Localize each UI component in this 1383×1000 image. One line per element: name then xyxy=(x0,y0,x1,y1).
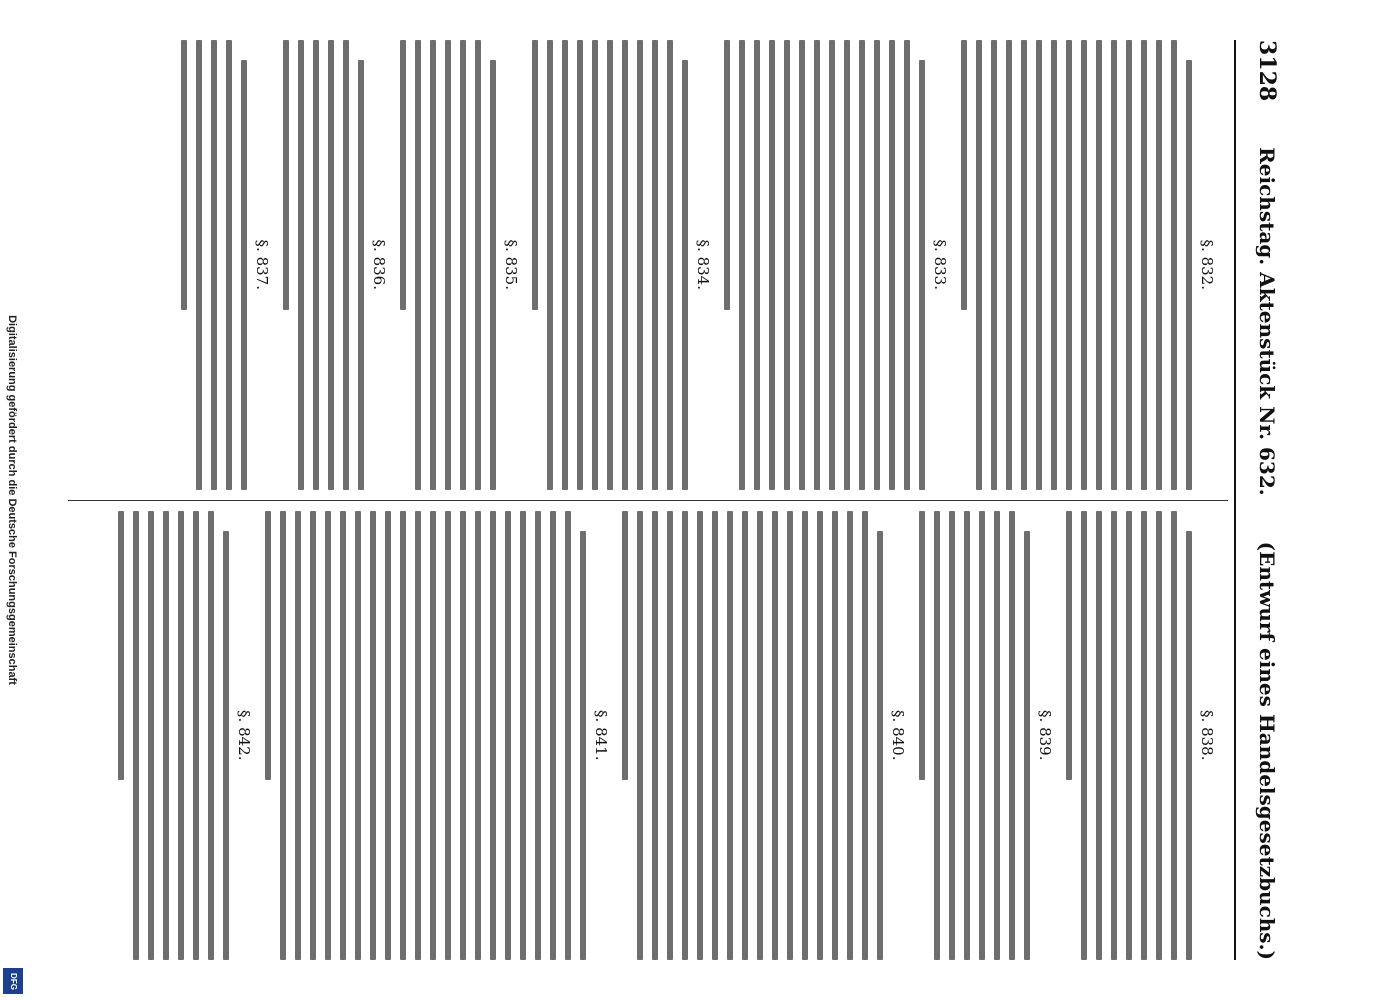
text-line xyxy=(1066,40,1072,490)
text-line xyxy=(460,40,466,490)
text-line xyxy=(328,40,334,490)
text-line xyxy=(979,511,985,961)
text-line xyxy=(298,40,304,490)
text-line xyxy=(178,511,184,961)
text-line xyxy=(313,40,319,490)
text-line xyxy=(445,40,451,490)
text-line xyxy=(727,511,733,961)
right-column xyxy=(68,511,1228,961)
header-left-title: Reichstag. Aktenstück Nr. 632. xyxy=(1255,147,1279,496)
digitization-note: Digitalisierung gefördert durch die Deutsche Forschungsgemeinschaft xyxy=(6,315,18,685)
text-line xyxy=(844,40,850,490)
text-line xyxy=(1156,40,1162,490)
text-line xyxy=(877,531,883,961)
text-line xyxy=(712,511,718,961)
text-line xyxy=(370,511,376,961)
text-line xyxy=(667,40,673,490)
rotated-page-content xyxy=(60,40,1280,960)
text-line xyxy=(532,40,538,310)
text-line xyxy=(1186,60,1192,490)
text-line xyxy=(562,40,568,490)
text-line xyxy=(1111,511,1117,961)
text-line xyxy=(460,511,466,961)
text-line xyxy=(889,40,895,490)
text-line xyxy=(754,40,760,490)
text-line xyxy=(1171,40,1177,490)
text-line xyxy=(208,511,214,961)
section-heading: §. 841. xyxy=(592,710,610,761)
text-line xyxy=(784,40,790,490)
section-heading: §. 833. xyxy=(931,239,949,290)
text-line xyxy=(949,511,955,961)
text-line xyxy=(802,511,808,961)
text-line xyxy=(994,511,1000,961)
text-line xyxy=(490,511,496,961)
text-line xyxy=(1141,40,1147,490)
text-line xyxy=(1186,531,1192,961)
text-line xyxy=(739,40,745,490)
text-line xyxy=(1156,511,1162,961)
text-line xyxy=(577,40,583,490)
section-heading: §. 835. xyxy=(502,239,520,290)
left-column xyxy=(68,40,1228,501)
text-line xyxy=(724,40,730,310)
text-line xyxy=(1096,40,1102,490)
text-line xyxy=(475,511,481,961)
text-line xyxy=(430,511,436,961)
text-line xyxy=(565,511,571,961)
text-line xyxy=(1021,40,1027,490)
text-line xyxy=(682,511,688,961)
text-line xyxy=(547,40,553,490)
text-line xyxy=(226,40,232,490)
text-line xyxy=(874,40,880,490)
text-line xyxy=(637,40,643,490)
text-line xyxy=(133,511,139,961)
text-line xyxy=(769,40,775,490)
text-line xyxy=(934,511,940,961)
text-line xyxy=(400,40,406,310)
text-line xyxy=(400,511,406,961)
text-line xyxy=(919,511,925,781)
text-line xyxy=(505,511,511,961)
text-line xyxy=(163,511,169,961)
text-line xyxy=(520,511,526,961)
text-line xyxy=(814,40,820,490)
text-line xyxy=(607,40,613,490)
text-line xyxy=(490,60,496,490)
text-line xyxy=(550,511,556,961)
text-line xyxy=(829,40,835,490)
text-line xyxy=(964,511,970,961)
text-line xyxy=(847,511,853,961)
text-line xyxy=(622,511,628,781)
text-line xyxy=(1096,511,1102,961)
text-line xyxy=(961,40,967,310)
text-line xyxy=(652,40,658,490)
text-line xyxy=(580,531,586,961)
text-line xyxy=(1141,511,1147,961)
text-line xyxy=(415,40,421,490)
text-line xyxy=(280,511,286,961)
text-line xyxy=(652,511,658,961)
text-line xyxy=(1081,511,1087,961)
text-line xyxy=(310,511,316,961)
text-line xyxy=(1009,511,1015,961)
text-line xyxy=(787,511,793,961)
text-line xyxy=(991,40,997,490)
section-heading: §. 842. xyxy=(235,710,253,761)
text-line xyxy=(1126,511,1132,961)
text-line xyxy=(295,511,301,961)
text-line xyxy=(118,511,124,781)
text-line xyxy=(757,511,763,961)
section-heading: §. 838. xyxy=(1198,710,1216,761)
header-right-title: (Entwurf eines Handelsgesetzbuchs.) xyxy=(1255,541,1279,960)
section-heading: §. 837. xyxy=(253,239,271,290)
text-line xyxy=(355,511,361,961)
section-heading: §. 840. xyxy=(889,710,907,761)
document-page xyxy=(60,40,1280,960)
text-line xyxy=(343,40,349,490)
text-line xyxy=(415,511,421,961)
dfg-logo-text: DFG xyxy=(8,972,18,990)
text-line xyxy=(196,40,202,490)
text-line xyxy=(148,511,154,961)
text-line xyxy=(241,60,247,490)
text-line xyxy=(445,511,451,961)
page-header xyxy=(1234,40,1280,960)
digitization-strip xyxy=(0,0,26,1000)
section-heading: §. 832. xyxy=(1198,239,1216,290)
text-line xyxy=(1036,40,1042,490)
text-line xyxy=(1111,40,1117,490)
text-line xyxy=(1066,511,1072,781)
text-line xyxy=(1081,40,1087,490)
text-line xyxy=(1126,40,1132,490)
dfg-logo-icon xyxy=(3,968,23,994)
text-line xyxy=(475,40,481,490)
text-line xyxy=(682,60,688,490)
text-line xyxy=(622,40,628,490)
text-line xyxy=(592,40,598,490)
text-line xyxy=(1171,511,1177,961)
text-line xyxy=(193,511,199,961)
section-heading: §. 834. xyxy=(694,239,712,290)
text-line xyxy=(430,40,436,490)
text-line xyxy=(742,511,748,961)
text-line xyxy=(862,511,868,961)
text-line xyxy=(358,60,364,490)
text-line xyxy=(799,40,805,490)
text-line xyxy=(283,40,289,310)
text-line xyxy=(265,511,271,781)
text-line xyxy=(223,531,229,961)
text-line xyxy=(697,511,703,961)
text-line xyxy=(772,511,778,961)
text-line xyxy=(211,40,217,490)
text-line xyxy=(904,40,910,490)
text-line xyxy=(1024,531,1030,961)
section-heading: §. 836. xyxy=(370,239,388,290)
text-line xyxy=(976,40,982,490)
text-line xyxy=(181,40,187,310)
text-line xyxy=(535,511,541,961)
text-line xyxy=(667,511,673,961)
section-heading: §. 839. xyxy=(1036,710,1054,761)
text-line xyxy=(1006,40,1012,490)
page-number: 3128 xyxy=(1254,40,1280,102)
text-line xyxy=(385,511,391,961)
text-line xyxy=(832,511,838,961)
text-line xyxy=(817,511,823,961)
text-line xyxy=(859,40,865,490)
text-line xyxy=(637,511,643,961)
text-line xyxy=(919,60,925,490)
text-line xyxy=(340,511,346,961)
text-line xyxy=(1051,40,1057,490)
text-line xyxy=(325,511,331,961)
